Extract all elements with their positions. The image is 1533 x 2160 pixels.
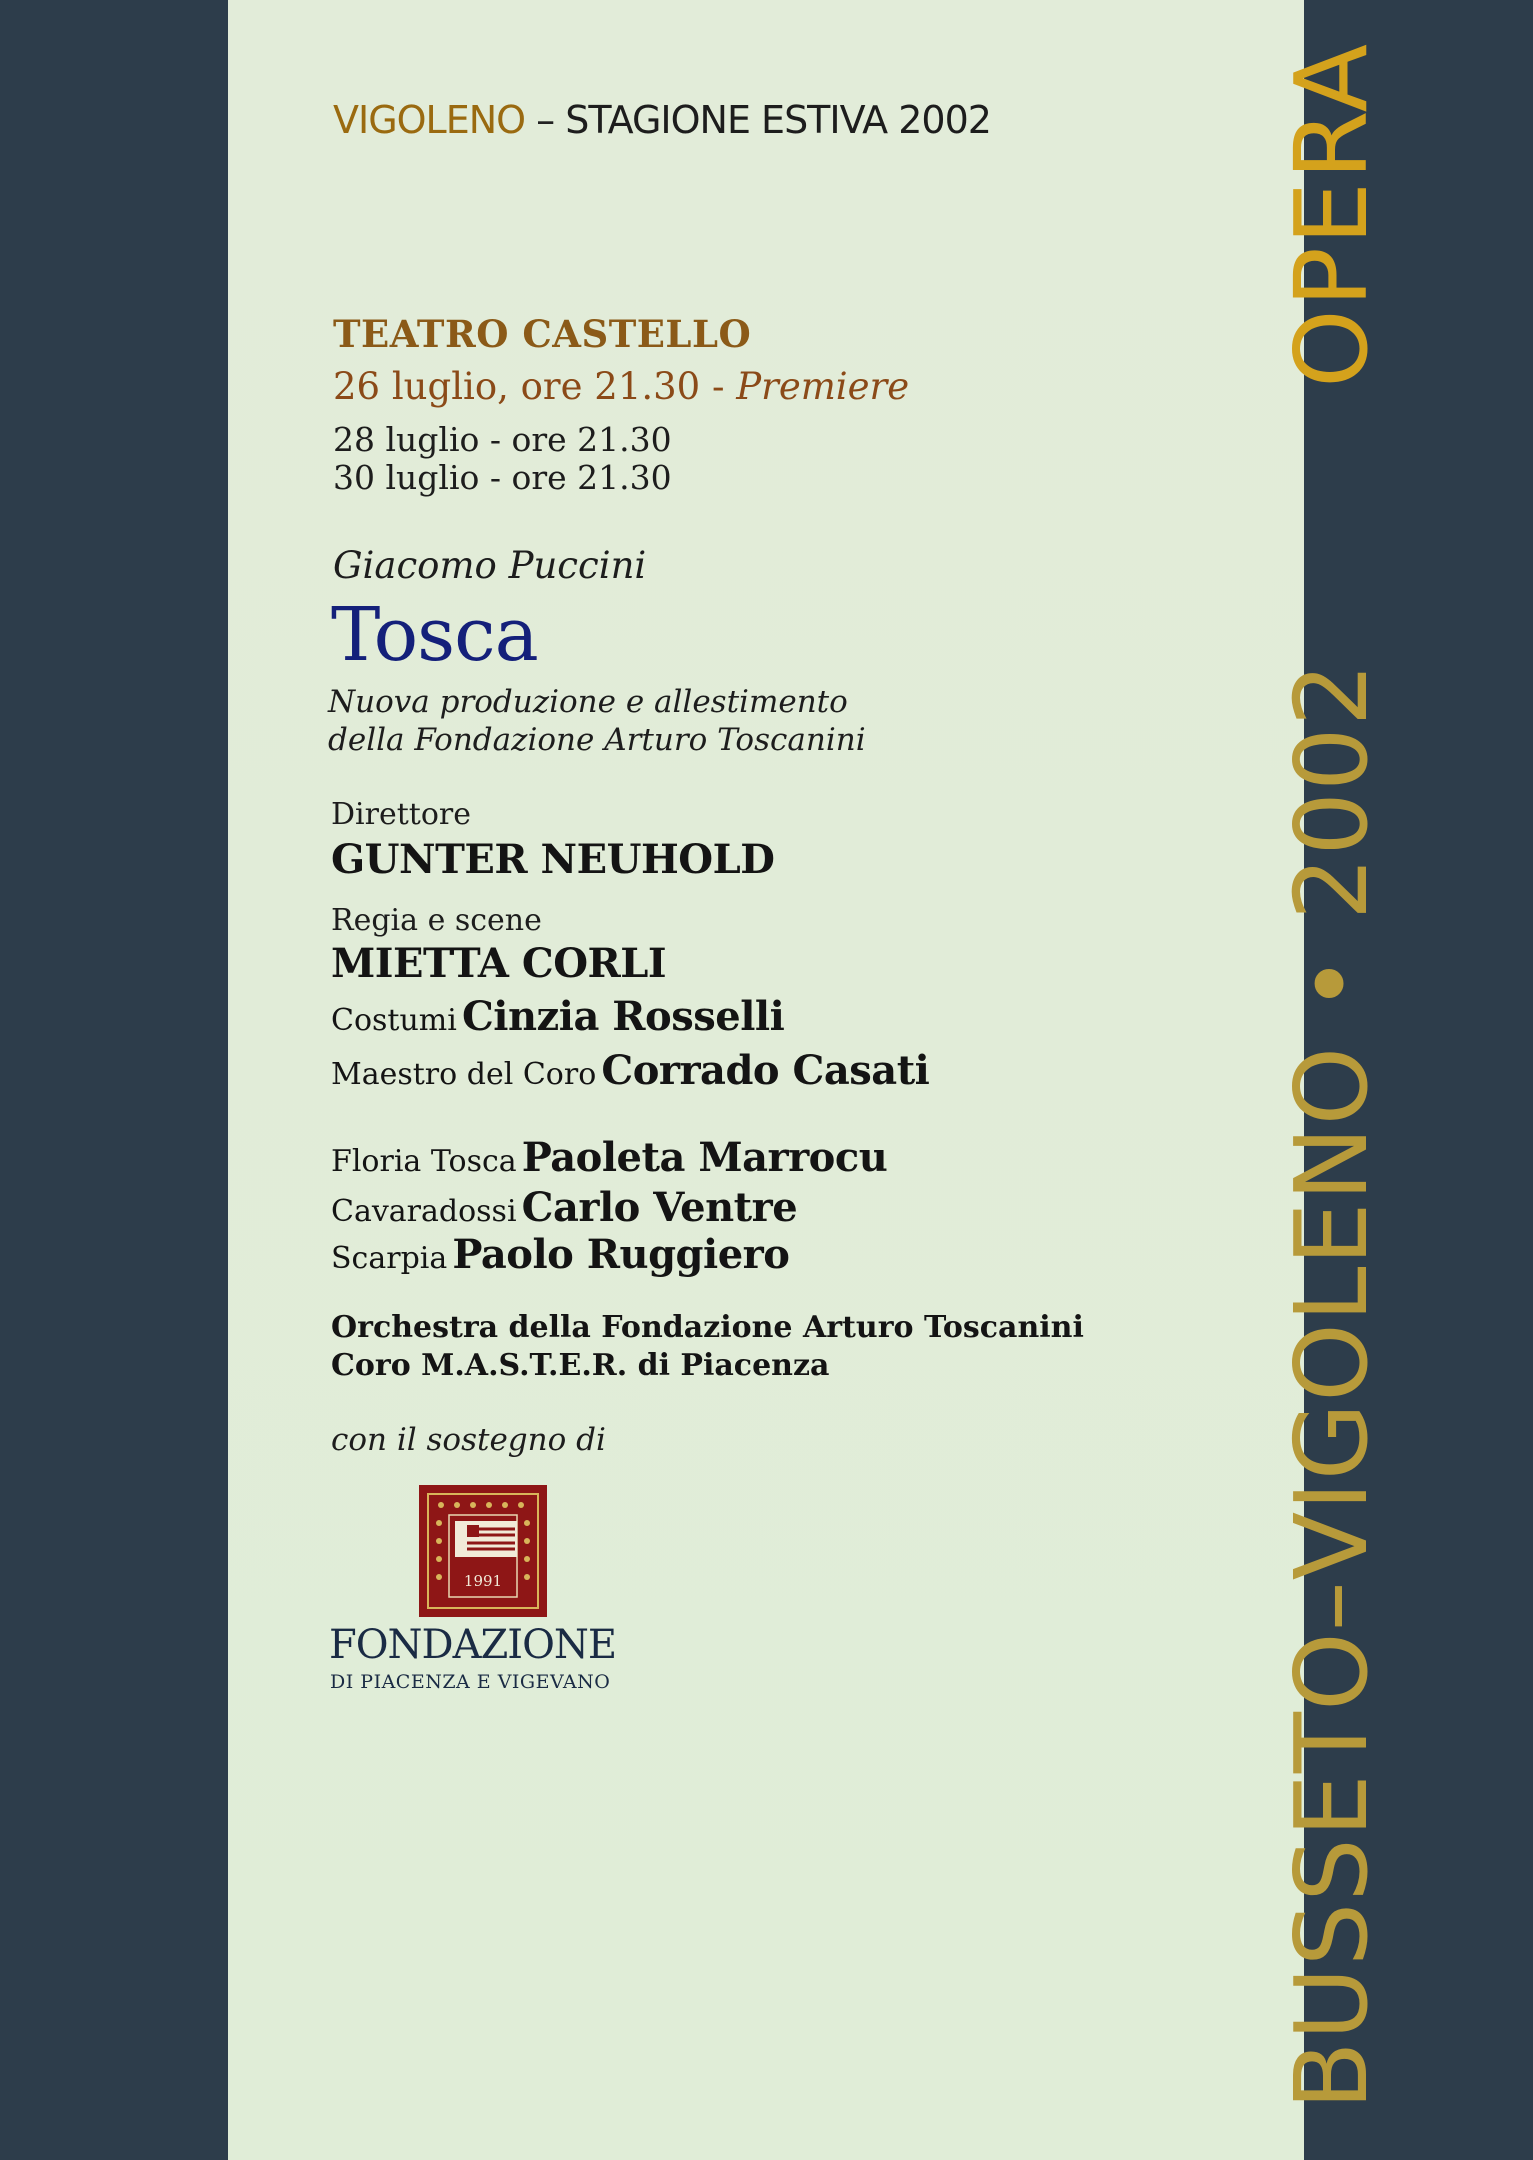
premiere-date-text: 26 luglio, ore 21.30 - <box>333 365 725 408</box>
costumes-credit <box>331 993 784 1040</box>
vertical-banner: BUSSETO–VIGOLENO • 2002 <box>1273 661 1390 2110</box>
season-header <box>333 98 991 142</box>
chorus-master-credit <box>331 1047 929 1094</box>
performance-date: 28 luglio - ore 21.30 <box>333 420 672 459</box>
cast-row <box>331 1184 797 1231</box>
fondazione-logo <box>419 1485 547 1617</box>
header-separator: – <box>536 98 555 142</box>
cast-row <box>331 1231 789 1278</box>
production-note: della Fondazione Arturo Toscanini <box>328 722 866 758</box>
ensemble-line: Coro M.A.S.T.E.R. di Piacenza <box>331 1348 830 1383</box>
ensemble-line: Orchestra della Fondazione Arturo Toscanini <box>331 1310 1084 1345</box>
performance-date: 30 luglio - ore 21.30 <box>333 458 672 497</box>
director-name: GUNTER NEUHOLD <box>331 836 775 883</box>
cast-role: Floria Tosca <box>331 1144 517 1179</box>
premiere-label: Premiere <box>736 365 910 408</box>
cast-name: Paolo Ruggiero <box>452 1231 790 1278</box>
staging-label: Regia e scene <box>331 903 542 938</box>
cast-role: Cavaradossi <box>331 1194 517 1229</box>
opera-title: Tosca <box>331 592 538 678</box>
chorus-master-label: Maestro del Coro <box>331 1057 597 1092</box>
staging-name: MIETTA CORLI <box>331 940 667 987</box>
costumes-label: Costumi <box>331 1003 457 1038</box>
director-label: Direttore <box>331 797 472 832</box>
program-panel <box>228 0 1390 2160</box>
logo-year: 1991 <box>463 1572 503 1590</box>
vertical-category: OPERA <box>1273 41 1390 388</box>
cast-role: Scarpia <box>331 1241 448 1276</box>
premiere-date <box>333 365 909 408</box>
venue-name: TEATRO CASTELLO <box>333 312 752 356</box>
header-location: VIGOLENO <box>333 98 526 142</box>
production-note: Nuova produzione e allestimento <box>328 684 848 720</box>
composer: Giacomo Puccini <box>333 544 647 587</box>
support-label: con il sostegno di <box>331 1422 606 1458</box>
cast-row <box>331 1134 887 1181</box>
chorus-master-name: Corrado Casati <box>601 1047 930 1094</box>
cast-name: Paoleta Marrocu <box>521 1134 888 1181</box>
header-season: STAGIONE ESTIVA 2002 <box>565 98 991 142</box>
sponsor-name: FONDAZIONE <box>329 1622 617 1668</box>
sponsor-subtitle: DI PIACENZA E VIGEVANO <box>330 1671 611 1693</box>
costumes-name: Cinzia Rosselli <box>461 993 785 1040</box>
cast-name: Carlo Ventre <box>521 1184 798 1231</box>
